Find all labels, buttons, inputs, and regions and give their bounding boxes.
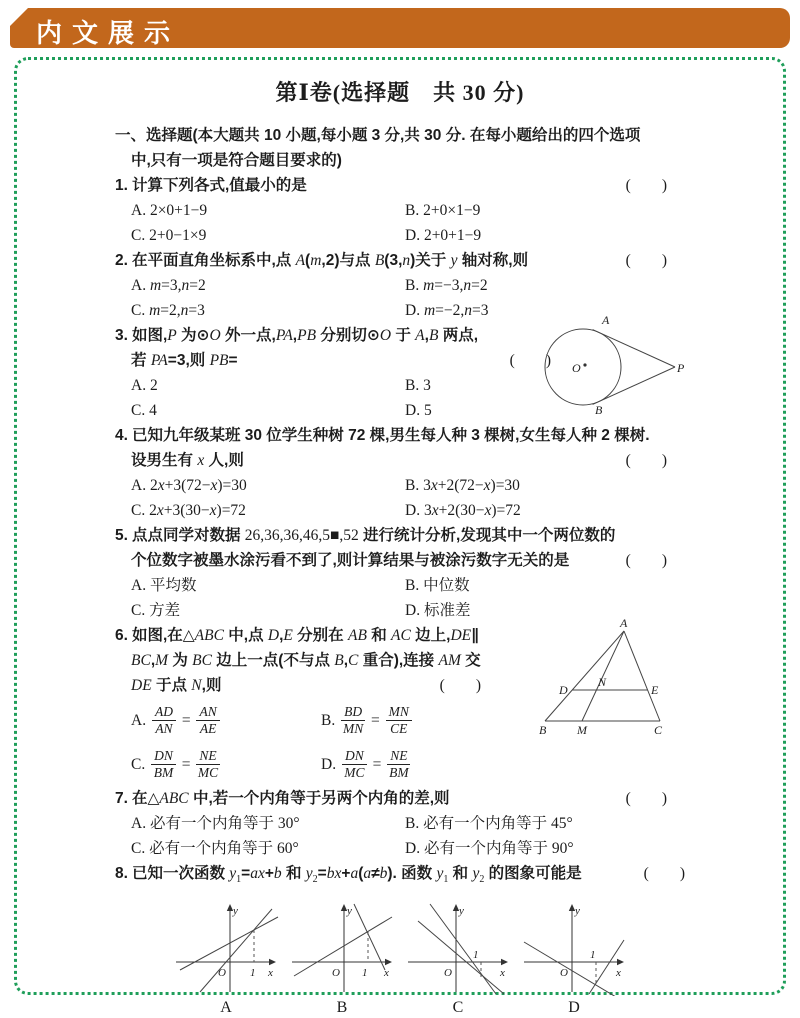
option-d: D. 5 xyxy=(405,402,432,419)
fraction: $\frac{MN}{CE}$ xyxy=(386,704,412,737)
option-a: A. 2×0+1−9 xyxy=(131,202,208,219)
label-a: A xyxy=(620,617,628,630)
question-2-options-ab xyxy=(115,273,685,298)
option-b: B. 中位数 xyxy=(405,577,470,594)
equals-sign: = xyxy=(370,711,380,729)
question-5-number: 5. xyxy=(115,527,128,544)
question-6-stem-line3 xyxy=(115,673,481,698)
origin-label: O xyxy=(332,967,340,980)
option-c: C. 2x+3(30−x)=72 xyxy=(131,502,246,519)
option-d-label: D. xyxy=(321,755,337,773)
option-a xyxy=(131,704,321,737)
label-b: B xyxy=(539,723,547,737)
section-heading-line1: 一、选择题(本大题共 10 小题,每小题 3 分,共 30 分. 在每小题给出的四个选项 xyxy=(115,127,641,144)
circle-o xyxy=(545,329,621,405)
tick-1-label: 1 xyxy=(473,949,479,962)
answer-blank: ( ) xyxy=(625,177,667,194)
answer-blank: ( ) xyxy=(625,552,667,569)
graph-option-c xyxy=(401,900,515,1018)
question-2-text: 在平面直角坐标系中,点 A(m,2)与点 B(3,n)关于 y 轴对称,则 xyxy=(131,252,529,269)
question-6-number: 6. xyxy=(115,627,128,644)
exam-sheet xyxy=(14,57,786,1017)
equals-sign: = xyxy=(181,711,191,729)
option-d: D. 必有一个内角等于 90° xyxy=(405,840,574,857)
banner-title: 内文展示 xyxy=(36,18,181,48)
equals-sign: = xyxy=(372,755,382,773)
option-a: A. m=3,n=2 xyxy=(131,277,206,294)
question-4-stem-line2 xyxy=(115,448,685,473)
option-b: B. m=−3,n=2 xyxy=(405,277,488,294)
question-2-stem xyxy=(115,248,685,273)
question-7-stem xyxy=(115,786,685,811)
option-b: B. 3 xyxy=(405,377,431,394)
option-d xyxy=(321,748,685,781)
question-3-number: 3. xyxy=(115,327,128,344)
y-label: y xyxy=(459,905,464,918)
option-d: D. m=−2,n=3 xyxy=(405,302,489,319)
graph-option-b xyxy=(285,900,399,1018)
y-label: y xyxy=(233,905,238,918)
question-5-text2: 个位数字被墨水涂污看不到了,则计算结果与被涂污数字无关的是 xyxy=(131,552,570,569)
question-7-options-cd xyxy=(115,836,685,861)
exam-content xyxy=(115,76,685,1018)
question-6-text3: DE 于点 N,则 xyxy=(131,677,222,694)
question-8-text: 已知一次函数 $y_1=ax+b$ 和 $y_2=bx+a(a\ne b)$. 函数 $y_1$ 和 $y_2$ 的图象可能是 xyxy=(131,865,582,886)
question-4 xyxy=(115,423,685,523)
question-4-options-cd xyxy=(115,498,685,523)
graph-c-label: C xyxy=(452,999,464,1017)
question-1-options-cd xyxy=(115,223,685,248)
question-5-text1: 点点同学对数据 26,36,36,46,5■,52 进行统计分析,发现其中一个两位数的 xyxy=(131,527,616,544)
side-ac xyxy=(624,631,660,721)
banner-notch xyxy=(10,8,28,26)
question-2 xyxy=(115,248,685,323)
x-label: x xyxy=(500,967,505,980)
x-arrow xyxy=(617,959,624,965)
question-1-options-ab xyxy=(115,198,685,223)
option-b: B. 必有一个内角等于 45° xyxy=(405,815,573,832)
line-y1 xyxy=(524,942,616,996)
label-e: E xyxy=(651,683,659,697)
center-dot xyxy=(583,363,586,366)
circle-tangent-figure xyxy=(535,313,685,415)
option-c: C. 必有一个内角等于 60° xyxy=(131,840,299,857)
label-b: B xyxy=(595,403,603,415)
question-3-stem-line2 xyxy=(115,348,551,373)
question-8-number: 8. xyxy=(115,865,128,882)
question-4-text1: 已知九年级某班 30 位学生种树 72 棵,男生每人种 3 棵树,女生每人种 2 棵树. xyxy=(131,427,650,444)
answer-blank: ( ) xyxy=(439,677,481,694)
question-1 xyxy=(115,173,685,248)
line-y2 xyxy=(418,921,504,994)
question-6-text2: BC,M 为 BC 边上一点(不与点 B,C 重合),连接 AM 交 xyxy=(131,652,481,669)
question-4-text2: 设男生有 x 人,则 xyxy=(131,452,244,469)
option-d: D. 标准差 xyxy=(405,602,471,619)
tick-1-label: 1 xyxy=(250,967,256,980)
graph-a-label: A xyxy=(220,999,232,1017)
option-c: C. 2+0−1×9 xyxy=(131,227,207,244)
fraction: $\frac{NE}{BM}$ xyxy=(389,747,409,780)
question-7-number: 7. xyxy=(115,790,128,807)
origin-label: O xyxy=(218,967,226,980)
fraction: $\frac{AD}{AN}$ xyxy=(152,704,176,737)
section-heading-line2: 中,只有一项是符合题目要求的) xyxy=(131,152,342,169)
question-4-options-ab xyxy=(115,473,685,498)
question-7-options-ab xyxy=(115,811,685,836)
side-ab xyxy=(545,631,624,721)
x-arrow xyxy=(501,959,508,965)
y-label: y xyxy=(347,905,352,918)
question-7 xyxy=(115,786,685,861)
fraction: $\frac{DN}{BM}$ xyxy=(151,748,176,781)
question-5-options-ab xyxy=(115,573,685,598)
option-a: A. 2 xyxy=(131,377,158,394)
question-8 xyxy=(115,861,685,1018)
answer-blank: ( ) xyxy=(643,865,685,882)
option-c: C. m=2,n=3 xyxy=(131,302,205,319)
option-a: A. 2x+3(72−x)=30 xyxy=(131,477,247,494)
question-5-stem-line1 xyxy=(115,523,685,548)
question-5-stem-line2 xyxy=(115,548,685,573)
tangent-pa xyxy=(593,330,675,367)
origin-label: O xyxy=(444,967,452,980)
x-arrow xyxy=(385,959,392,965)
question-3 xyxy=(115,313,685,423)
option-a-label: A. xyxy=(131,711,147,729)
fraction: $\frac{BD}{MN}$ xyxy=(342,703,364,736)
question-6-text1: 如图,在△ABC 中,点 D,E 分别在 AB 和 AC 边上,DE∥ xyxy=(131,627,479,644)
x-arrow xyxy=(269,959,276,965)
option-b: B. 3x+2(72−x)=30 xyxy=(405,477,520,494)
graph-option-d xyxy=(517,900,631,1018)
y-label: y xyxy=(575,905,580,918)
option-c: C. 4 xyxy=(131,402,157,419)
option-b-label: B. xyxy=(321,711,336,729)
origin-label: O xyxy=(560,967,568,980)
question-4-stem-line1 xyxy=(115,423,685,448)
x-label: x xyxy=(268,967,273,980)
question-5 xyxy=(115,523,685,623)
option-c-label: C. xyxy=(131,755,146,773)
equals-sign: = xyxy=(181,755,191,773)
x-label: x xyxy=(616,967,621,980)
tick-1-label: 1 xyxy=(590,949,596,962)
option-b: B. 2+0×1−9 xyxy=(405,202,481,219)
triangle-figure xyxy=(527,617,677,739)
line-y1 xyxy=(200,909,272,992)
graph-b-label: B xyxy=(336,999,348,1017)
label-d: D xyxy=(559,683,568,697)
banner xyxy=(10,8,790,48)
question-6-options-cd xyxy=(115,742,685,786)
line-y1 xyxy=(294,917,392,976)
label-c: C xyxy=(654,723,663,737)
question-3-text1: 如图,P 为⊙O 外一点,PA,PB 分别切⊙O 于 A,B 两点, xyxy=(131,327,479,344)
label-o: O xyxy=(572,361,581,375)
question-8-stem xyxy=(115,861,685,892)
question-8-graphs xyxy=(115,900,685,1018)
graph-d-label: D xyxy=(568,999,580,1017)
line-y1 xyxy=(430,904,496,994)
fraction: $\frac{DN}{MC}$ xyxy=(342,748,367,781)
option-c: C. 方差 xyxy=(131,602,181,619)
label-a: A xyxy=(602,313,610,327)
paper-title: 第Ⅰ卷(选择题 共 30 分) xyxy=(275,80,525,105)
question-6 xyxy=(115,617,685,786)
question-1-number: 1. xyxy=(115,177,128,194)
question-2-number: 2. xyxy=(115,252,128,269)
graph-option-a xyxy=(169,900,283,1018)
option-d: D. 3x+2(30−x)=72 xyxy=(405,502,521,519)
question-1-stem xyxy=(115,173,685,198)
answer-blank: ( ) xyxy=(509,352,551,369)
option-a: A. 必有一个内角等于 30° xyxy=(131,815,300,832)
x-label: x xyxy=(384,967,389,980)
answer-blank: ( ) xyxy=(625,252,667,269)
tangent-pb xyxy=(593,367,675,404)
label-p: P xyxy=(677,361,685,375)
question-1-text: 计算下列各式,值最小的是 xyxy=(131,177,307,194)
question-3-text2: 若 PA=3,则 PB= xyxy=(131,352,238,369)
option-d: D. 2+0+1−9 xyxy=(405,227,482,244)
question-7-text: 在△ABC 中,若一个内角等于另两个内角的差,则 xyxy=(131,790,450,807)
label-m: M xyxy=(577,723,587,737)
option-a: A. 平均数 xyxy=(131,577,197,594)
fraction: $\frac{NE}{MC}$ xyxy=(197,747,219,780)
fraction: $\frac{AN}{AE}$ xyxy=(196,704,219,737)
answer-blank: ( ) xyxy=(625,452,667,469)
tick-1-label: 1 xyxy=(362,967,368,980)
answer-blank: ( ) xyxy=(625,790,667,807)
question-4-number: 4. xyxy=(115,427,128,444)
label-n: N xyxy=(598,675,607,689)
option-c xyxy=(131,748,321,781)
